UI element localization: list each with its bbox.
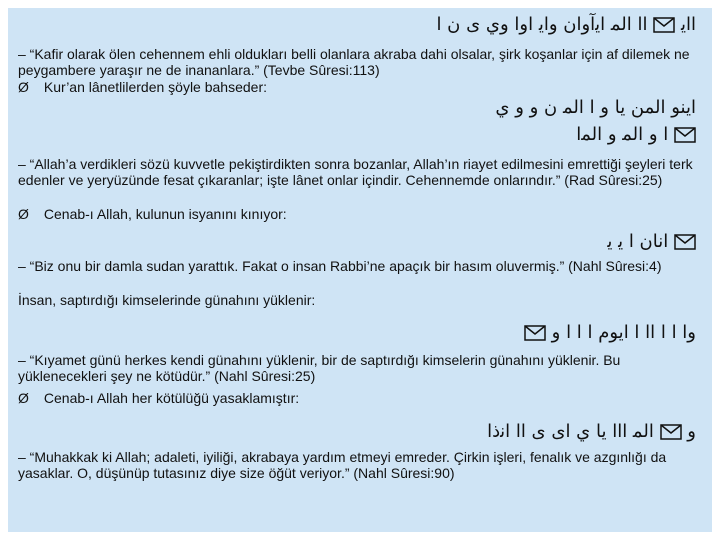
arabic-segment: ﺍﻟﻤ ﺍﺍﺍ ﻳﺎ ﻱ ﺍﻯ ﻯ ﺍﺍ ﺍﻧﺫﺍ <box>487 421 654 442</box>
arabic-segment: ﺍﺍﻳ <box>680 14 696 35</box>
arabic-verse-1 <box>436 14 696 35</box>
arabic-segment: ﺍﻳﻨﻮ ﺍﻟﻤﻦ ﻳﺎ ﻭ ﺍ ﺍﻟﻤ ﻥ ﻭ ﻭ ﻱ <box>495 97 696 118</box>
bullet-line <box>18 79 267 95</box>
arabic-segment: ﺍ ﻭ ﺍﻟﻤ ﻭ ﺍﻟﻤﺍ <box>576 124 669 145</box>
translation-text: – “Muhakkak ki Allah; adaleti, iyiliği, akrabaya yardım etmeyi emreder. Çirkin işleri, fenalık ve azgınlığı da yasaklar. O, düşünüp tutasınız diye size öğüt veriyor.” (Nahl Sûresi:90) <box>18 449 667 481</box>
arabic-verse-2 <box>495 97 696 118</box>
envelope-icon <box>674 127 696 143</box>
arrow-bullet-icon: Ø <box>18 79 29 95</box>
arabic-verse-5 <box>487 421 696 442</box>
bullet-text: Kur’an lânetlilerden şöyle bahseder: <box>43 79 267 95</box>
arrow-bullet-icon: Ø <box>18 206 29 222</box>
translation-text: – “Allah’a verdikleri sözü kuvvetle pekiştirdikten sonra bozanlar, Allah’ın riayet edilmesini emrettiği şeyleri terk edenler ve yeryüzünde fesat çıkaranlar; işte lânet onlar içindir. Cehennemde onlarındır.” (Rad Sûresi:25) <box>18 156 693 188</box>
bullet-line <box>18 206 287 222</box>
plain-text: İnsan, saptırdığı kimselerinde günahını yüklenir: <box>18 292 316 308</box>
arabic-verse-2b <box>576 124 696 145</box>
arrow-bullet-icon: Ø <box>18 390 29 406</box>
arabic-verse-4 <box>524 322 696 343</box>
arabic-segment: ﺍﻧﺎﻥ ﺍ ﻳ ﻳ <box>607 231 669 252</box>
slide <box>8 8 712 532</box>
arabic-segment: ﺍﺍ ﺍﻟﻤ ﺍﻳآﻭﺍﻥ ﻭﺍﻳ ﺍﻭﺍ ﻭﻱ ﻯ ﻥ ﺍ <box>436 14 648 35</box>
arabic-segment: ﻭ <box>687 421 696 442</box>
translation-text: – “Kıyamet günü herkes kendi günahını yüklenir, bir de saptırdığı kimselerin günahını yüklenir. Bu yüklenecekleri şey ne kötüdür.” (Nahl Sûresi:25) <box>18 352 621 384</box>
translation-text: – “Biz onu bir damla sudan yarattık. Fakat o insan Rabbi’ne apaçık bir hasım oluvermiş.” (Nahl Sûresi:4) <box>18 258 662 274</box>
envelope-icon <box>524 325 546 341</box>
envelope-icon <box>653 17 675 33</box>
arabic-segment: ﻭﺍ ﺍ ﺍ ﺍﺍ ﺍ ﺍﻳﻮﻡ ﺍ ﺍ ﺍ ﻭ <box>551 322 696 343</box>
translation-text: – “Kafir olarak ölen cehennem ehli oldukları belli olanlara akraba dahi olsalar, şirk koşanlar için af dilemek ne peygambere yaraşır ne de inananlara.” (Tevbe Sûresi:113) <box>18 46 690 78</box>
bullet-text: Cenab-ı Allah, kulunun isyanını kınıyor: <box>43 206 287 222</box>
arabic-verse-3 <box>607 231 696 252</box>
envelope-icon <box>660 424 682 440</box>
envelope-icon <box>674 234 696 250</box>
bullet-line <box>18 390 299 406</box>
bullet-text: Cenab-ı Allah her kötülüğü yasaklamıştır: <box>43 390 300 406</box>
